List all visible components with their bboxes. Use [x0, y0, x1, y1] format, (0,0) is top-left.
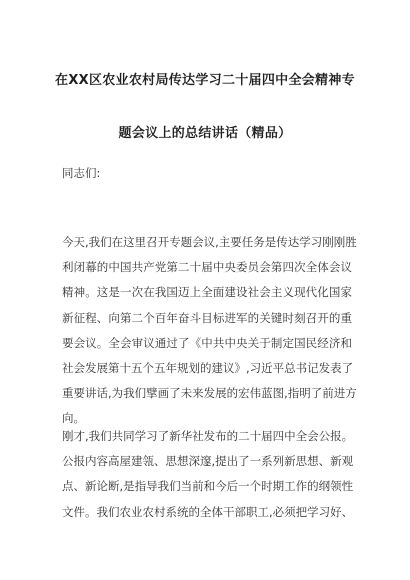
paragraph-line: 公报内容高屋建瓴、思想深邃,提出了一系列新思想、新观 [62, 454, 354, 469]
paragraph-line: 点、新论断,是指导我们当前和今后一个时期工作的纲领性 [62, 479, 354, 494]
paragraph-line: 新征程、向第二个百年奋斗目标进军的关键时刻召开的重 [62, 310, 352, 325]
salutation: 同志们: [62, 166, 101, 180]
paragraph-2 [62, 424, 352, 525]
paragraph-line: 要会议。全会审议通过了《中共中央关于制定国民经济和 [62, 335, 352, 350]
paragraph-line: 利闭幕的中国共产党第二十届中央委员会第四次全体会议 [62, 260, 352, 275]
paragraph-line: 重要讲话,为我们擘画了未来发展的宏伟蓝图,指明了前进方 [62, 386, 357, 401]
paragraph-line: 社会发展第十五个五年规划的建议》,习近平总书记发表了 [62, 361, 354, 376]
document-title-line-1: 在XX区农业农村局传达学习二十届四中全会精神专 [55, 73, 355, 88]
paragraph-line: 向。 [62, 411, 85, 426]
paragraph-line: 今天,我们在这里召开专题会议,主要任务是传达学习刚刚胜 [62, 235, 357, 249]
paragraph-line: 精神。这是一次在我国迈上全面建设社会主义现代化国家 [62, 285, 352, 300]
paragraph-line: 刚才,我们共同学习了新华社发布的二十届四中全会公报。 [62, 429, 354, 443]
paragraph-line: 文件。我们农业农村系统的全体干部职工,必须把学习好、 [62, 504, 354, 519]
paragraph-1 [62, 230, 357, 432]
document-title-line-2: 题会议上的总结讲话（精品） [118, 126, 292, 141]
